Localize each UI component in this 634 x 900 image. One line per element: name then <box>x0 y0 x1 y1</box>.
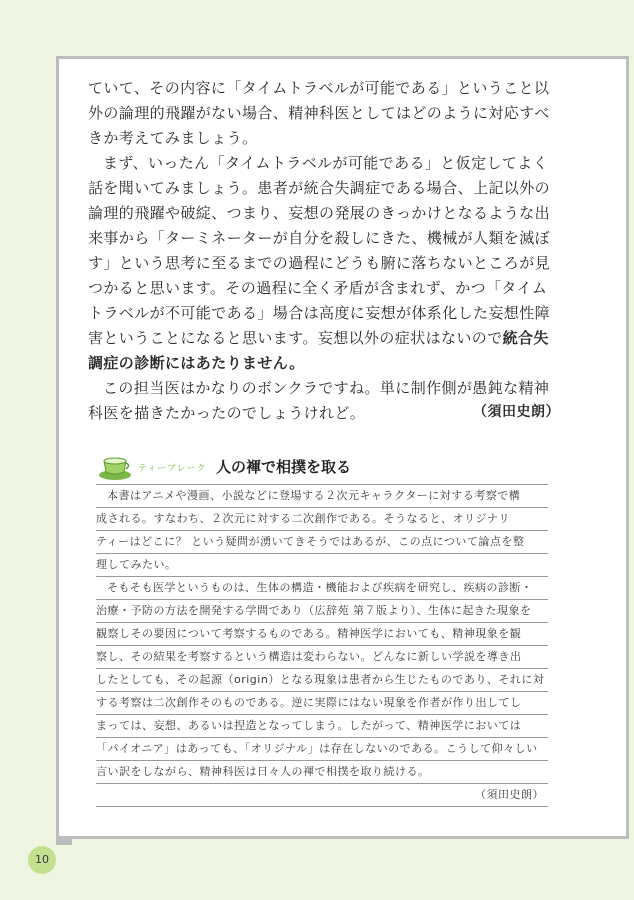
paragraph-2-bold: 統合失調症の診断にはあたりません。 <box>88 329 549 372</box>
column-line: 成される。すなわち、２次元に対する二次創作である。そうなると、オリジナリ <box>96 508 548 531</box>
tea-break-column <box>96 452 548 807</box>
paragraph-2 <box>88 151 562 376</box>
column-line: ティーはどこに？ という疑問が湧いてきそうではあるが、この点について論点を整 <box>96 531 548 554</box>
paragraph-3: この担当医はかなりのボンクラですね。単に制作側が愚鈍な精神科医を描きたかったのでしょうけれど。 <box>88 379 550 422</box>
column-line: 察し、その結果を考察するという構造は変わらない。どんなに新しい学説を導き出 <box>96 646 548 669</box>
column-header <box>96 452 548 484</box>
main-text <box>88 76 562 426</box>
column-author: （須田史朗） <box>96 784 548 807</box>
main-author: （須田史朗） <box>473 404 560 420</box>
column-line: まっては、妄想、あるいは捏造となってしまう。したがって、精神医学においては <box>96 715 548 738</box>
column-label: ティーブレーク <box>138 464 207 474</box>
page-number: 10 <box>28 846 56 874</box>
column-line: する考察は二次創作そのものである。逆に実際にはない現象を作者が作り出してし <box>96 692 548 715</box>
column-line: 本書はアニメや漫画、小説などに登場する２次元キャラクターに対する考察で構 <box>96 485 548 508</box>
column-line: 治療・予防の方法を開発する学問であり（広辞苑 第７版より）、生体に起きた現象を <box>96 600 548 623</box>
teacup-icon <box>98 455 132 481</box>
column-body <box>96 484 548 807</box>
column-line: そもそも医学というものは、生体の構造・機能および疾病を研究し、疾病の診断・ <box>96 577 548 600</box>
column-line: 観察しその要因について考察するものである。精神医学においても、精神現象を観 <box>96 623 548 646</box>
paragraph-1: ていて、その内容に「タイムトラベルが可能である」ということ以外の論理的飛躍がない場合、精神科医としてはどのように対応すべきか考えてみましょう。 <box>88 79 550 147</box>
panel-corner-bar <box>56 839 72 845</box>
column-line: 「パイオニア」はあっても、「オリジナル」は存在しないのである。こうして仰々しい <box>96 738 548 761</box>
paragraph-2-text: まず、いったん「タイムトラベルが可能である」と仮定してよく話を聞いてみましょう。患者が統合失調症である場合、上記以外の論理的飛躍や破綻、つまり、妄想の発展のきっかけとなるような出来事から「ターミネーターが自分を殺しにきた、機械が人類を滅ぼす」という思考に至るまでの過程にどうも腑に落ちないところが見つかると思います。その過程に全く矛盾が含まれず、かつ「タイムトラベルが不可能である」場合は高度に妄想が体系化した妄想性障害ということになると思います。妄想以外の症状はないので <box>88 154 551 347</box>
column-line: 理してみたい。 <box>96 554 548 577</box>
column-line: 言い訳をしながら、精神科医は日々人の褌で相撲を取り続ける。 <box>96 761 548 784</box>
column-title: 人の褌で相撲を取る <box>216 458 352 476</box>
column-line: したとしても、その起源（origin）となる現象は患者から生じたものであり、それに対 <box>96 669 548 692</box>
